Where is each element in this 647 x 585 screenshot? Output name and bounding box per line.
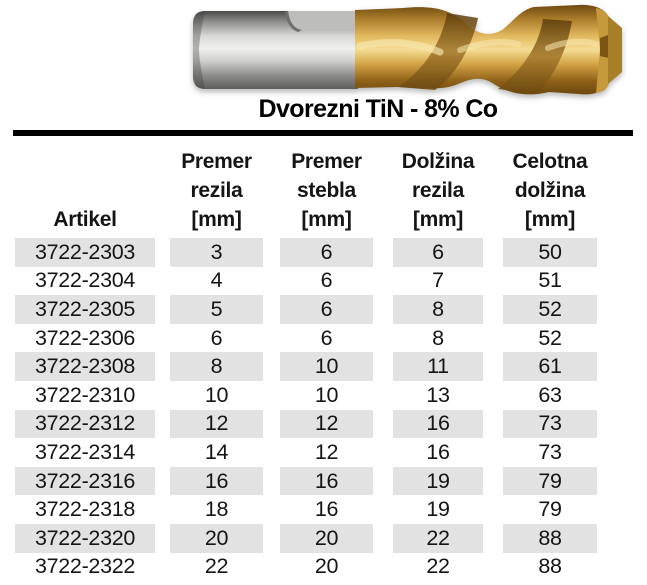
cell-premer_stebla: 6 xyxy=(320,325,333,350)
column-header-line: stebla xyxy=(297,179,356,202)
cell-premer_rezila: 4 xyxy=(210,268,223,293)
cell-celotna_dolzina: 61 xyxy=(503,352,597,381)
cell-premer_stebla: 20 xyxy=(314,554,339,579)
table-row xyxy=(0,467,647,496)
cell-dolzina_rezila: 22 xyxy=(393,524,483,553)
cell-premer_stebla: 6 xyxy=(320,268,333,293)
table-row xyxy=(0,295,647,324)
weldon-flat xyxy=(288,11,358,30)
table-row xyxy=(0,352,647,381)
column-header-premer_stebla xyxy=(280,147,373,234)
cell-celotna_dolzina: 63 xyxy=(538,382,562,407)
cell-premer_rezila: 5 xyxy=(170,295,263,324)
table-row xyxy=(0,438,647,467)
cell-artikel: 3722-2305 xyxy=(15,295,155,324)
table-row xyxy=(0,553,647,582)
endmill-illustration xyxy=(148,0,628,100)
column-header-line: [mm] xyxy=(301,208,352,231)
column-header-line: Premer xyxy=(181,150,252,173)
endmill-product-photo xyxy=(148,0,628,100)
column-header-line xyxy=(15,176,155,205)
cell-premer_stebla: 6 xyxy=(280,238,373,267)
cell-celotna_dolzina: 79 xyxy=(503,467,597,496)
column-header-line xyxy=(15,147,155,176)
cell-celotna_dolzina: 73 xyxy=(538,439,562,464)
cell-celotna_dolzina: 88 xyxy=(503,524,597,553)
cell-dolzina_rezila: 13 xyxy=(426,382,450,407)
table-row xyxy=(0,524,647,553)
cell-dolzina_rezila: 8 xyxy=(393,295,483,324)
column-header-line: Premer xyxy=(291,150,362,173)
cell-artikel: 3722-2320 xyxy=(15,524,155,553)
cell-artikel: 3722-2318 xyxy=(34,497,136,522)
cell-premer_rezila: 14 xyxy=(204,439,229,464)
table-row xyxy=(0,238,647,267)
column-header-line: [mm] xyxy=(524,208,576,231)
cell-artikel: 3722-2310 xyxy=(34,382,136,407)
table-row xyxy=(0,267,647,296)
cell-dolzina_rezila: 6 xyxy=(393,238,483,267)
column-header-line: Celotna xyxy=(512,150,588,173)
column-header-line: Dolžina xyxy=(401,150,475,173)
cell-premer_rezila: 6 xyxy=(210,325,223,350)
table-row xyxy=(0,381,647,410)
cell-celotna_dolzina: 88 xyxy=(538,554,562,579)
cell-celotna_dolzina: 52 xyxy=(503,295,597,324)
cell-dolzina_rezila: 11 xyxy=(393,352,483,381)
cell-premer_stebla: 6 xyxy=(280,295,373,324)
cell-celotna_dolzina: 51 xyxy=(538,268,562,293)
cell-dolzina_rezila: 7 xyxy=(432,268,444,293)
cell-premer_rezila: 10 xyxy=(204,382,229,407)
cell-dolzina_rezila: 19 xyxy=(393,467,483,496)
cell-premer_rezila: 12 xyxy=(170,410,263,439)
cell-dolzina_rezila: 16 xyxy=(393,410,483,439)
cell-artikel: 3722-2306 xyxy=(34,325,136,350)
cell-premer_stebla: 10 xyxy=(314,382,339,407)
cell-artikel: 3722-2322 xyxy=(34,554,136,579)
cell-premer_stebla: 16 xyxy=(314,497,339,522)
column-header-line: [mm] xyxy=(412,208,464,231)
column-header-line: [mm] xyxy=(191,208,242,231)
product-table xyxy=(0,147,647,581)
cell-premer_stebla: 10 xyxy=(280,352,373,381)
column-header-artikel xyxy=(15,147,155,234)
column-header-celotna_dolzina xyxy=(503,147,597,234)
cell-artikel: 3722-2314 xyxy=(34,439,136,464)
cell-artikel: 3722-2316 xyxy=(15,467,155,496)
cell-artikel: 3722-2304 xyxy=(34,268,136,293)
table-row xyxy=(0,324,647,353)
cell-artikel: 3722-2303 xyxy=(15,238,155,267)
cell-premer_rezila: 22 xyxy=(204,554,229,579)
table-row xyxy=(0,410,647,439)
title-divider xyxy=(13,130,633,136)
cell-premer_rezila: 8 xyxy=(170,352,263,381)
cell-celotna_dolzina: 79 xyxy=(538,497,562,522)
column-header-dolzina_rezila xyxy=(393,147,483,234)
column-header-line: rezila xyxy=(412,179,464,202)
cell-premer_rezila: 18 xyxy=(204,497,229,522)
column-header-premer_rezila xyxy=(170,147,263,234)
cell-celotna_dolzina: 50 xyxy=(503,238,597,267)
cell-artikel: 3722-2312 xyxy=(15,410,155,439)
column-header-line: dolžina xyxy=(514,179,586,202)
cell-premer_stebla: 12 xyxy=(314,439,339,464)
cell-artikel: 3722-2308 xyxy=(15,352,155,381)
cell-dolzina_rezila: 19 xyxy=(426,497,450,522)
cell-dolzina_rezila: 16 xyxy=(426,439,450,464)
table-header xyxy=(0,147,647,234)
coated-body xyxy=(355,5,610,95)
column-header-line: rezila xyxy=(190,179,243,202)
cell-premer_stebla: 12 xyxy=(280,410,373,439)
cell-celotna_dolzina: 52 xyxy=(538,325,562,350)
cell-premer_rezila: 16 xyxy=(170,467,263,496)
cell-dolzina_rezila: 22 xyxy=(426,554,450,579)
table-body xyxy=(0,238,647,581)
page-title: Dvorezni TiN - 8% Co xyxy=(258,95,498,123)
cell-premer_rezila: 3 xyxy=(170,238,263,267)
cell-premer_stebla: 20 xyxy=(280,524,373,553)
table-row xyxy=(0,495,647,524)
cell-celotna_dolzina: 73 xyxy=(503,410,597,439)
cell-premer_rezila: 20 xyxy=(170,524,263,553)
end-cutting-edge xyxy=(608,16,622,84)
cell-premer_stebla: 16 xyxy=(280,467,373,496)
column-header-line: Artikel xyxy=(53,208,117,231)
cell-dolzina_rezila: 8 xyxy=(432,325,444,350)
